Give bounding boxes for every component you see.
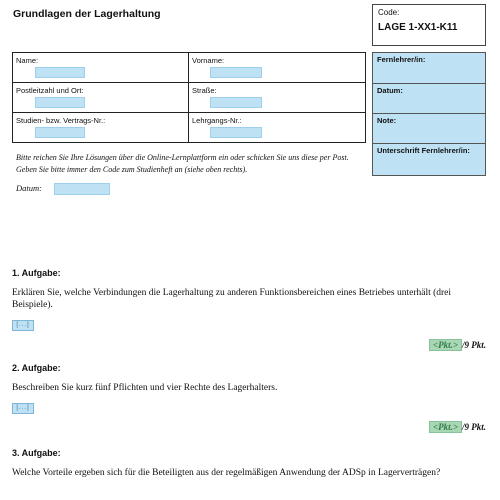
unterschrift-label: Unterschrift Fernlehrer/in:: [377, 146, 470, 155]
name-cell: [13, 53, 189, 83]
date-label: Datum:: [16, 183, 42, 193]
student-info-table: [12, 52, 366, 143]
vertrags-nr-input[interactable]: [35, 127, 85, 138]
task-2-answer-field[interactable]: [...]: [12, 403, 34, 414]
plz-ort-label: Postleitzahl und Ort:: [16, 86, 84, 95]
strasse-input[interactable]: [210, 97, 262, 108]
note-label: Note:: [377, 116, 397, 125]
strasse-cell: [189, 83, 365, 113]
task-1-points: [429, 340, 486, 350]
code-value: LAGE 1-XX1-K11: [378, 22, 458, 33]
plz-ort-cell: [13, 83, 189, 113]
lehrgangs-nr-label: Lehrgangs-Nr.:: [192, 116, 242, 125]
date-input[interactable]: [54, 183, 110, 195]
plz-ort-input[interactable]: [35, 97, 85, 108]
vorname-label: Vorname:: [192, 56, 225, 65]
strasse-label: Straße:: [192, 86, 217, 95]
code-box: [372, 4, 486, 46]
vorname-cell: [189, 53, 365, 83]
task-1-heading: 1. Aufgabe:: [12, 268, 61, 278]
vertrags-nr-cell: [13, 113, 189, 142]
task-3-text: Welche Vorteile ergeben sich für die Beteiligten aus der regelmäßigen Anwendung der ADSp in Lagerverträgen?: [12, 468, 441, 478]
note-row: [373, 113, 485, 143]
teacher-panel: [372, 52, 486, 176]
task-1-points-total: /9 Pkt.: [462, 340, 486, 350]
teacher-datum-row: [373, 83, 485, 113]
teacher-datum-label: Datum:: [377, 86, 403, 95]
name-input[interactable]: [35, 67, 85, 78]
lehrgangs-nr-cell: [189, 113, 365, 142]
vertrags-nr-label: Studien- bzw. Vertrags-Nr.:: [16, 116, 106, 125]
submission-instructions: Bitte reichen Sie Ihre Lösungen über die Online-Lernplattform ein oder schicken Sie uns diese per Post. Geben Sie bitte immer den Code zum Studienheft an (siehe oben rechts).: [16, 153, 349, 174]
fernlehrer-label: Fernlehrer/in:: [377, 55, 426, 64]
task-1-text: Erklären Sie, welche Verbindungen die Lagerhaltung zu anderen Funktionsbereichen eines Betriebes unterhält (drei Beispiele).: [12, 288, 452, 310]
task-1-answer-field[interactable]: [...]: [12, 320, 34, 331]
task-2-points: [429, 422, 486, 432]
task-3-heading: 3. Aufgabe:: [12, 448, 61, 458]
task-2-points-total: /9 Pkt.: [462, 422, 486, 432]
task-2-text: Beschreiben Sie kurz fünf Pflichten und vier Rechte des Lagerhalters.: [12, 383, 278, 393]
task-1-points-field[interactable]: <Pkt.>: [429, 339, 462, 351]
unterschrift-row: [373, 143, 485, 175]
name-label: Name:: [16, 56, 39, 65]
lehrgangs-nr-input[interactable]: [210, 127, 262, 138]
task-2-points-field[interactable]: <Pkt.>: [429, 421, 462, 433]
task-2-heading: 2. Aufgabe:: [12, 363, 61, 373]
fernlehrer-row: [373, 53, 485, 83]
document-title: Grundlagen der Lagerhaltung: [13, 8, 161, 20]
code-label: Code:: [378, 8, 400, 17]
vorname-input[interactable]: [210, 67, 262, 78]
